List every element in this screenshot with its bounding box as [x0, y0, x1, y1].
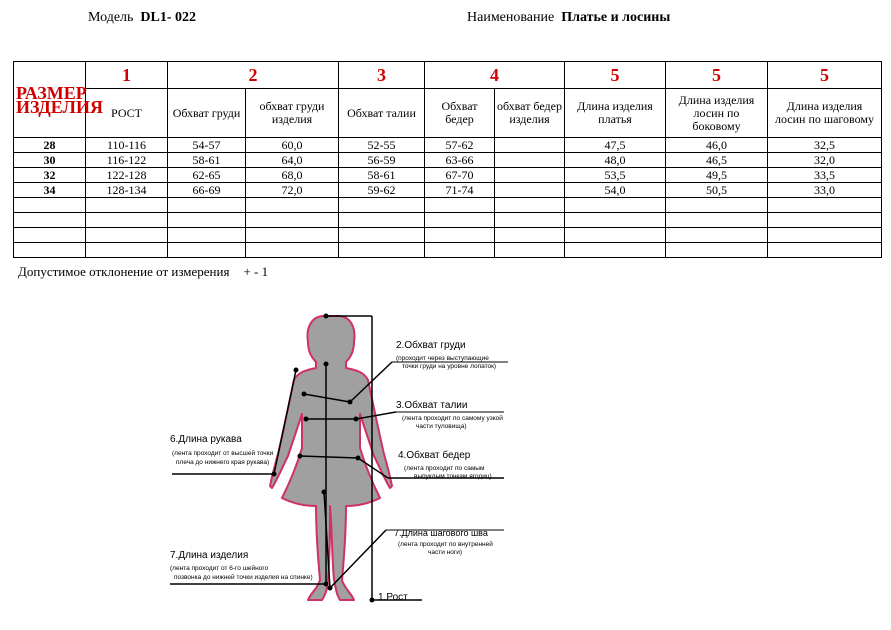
bust-title: 2.Обхват груди — [396, 340, 466, 351]
size-cell: 32 — [14, 168, 86, 183]
height-title: 1.Рост — [378, 592, 408, 603]
column-header: обхват бедер изделия — [495, 89, 565, 138]
waist-title: 3.Обхват талии — [396, 400, 468, 411]
table-cell: 67-70 — [425, 168, 495, 183]
waist-note: части туловища) — [416, 423, 467, 430]
model-header — [88, 10, 196, 26]
table-cell: 33,5 — [768, 168, 882, 183]
table-cell: 47,5 — [565, 138, 666, 153]
size-cell: 28 — [14, 138, 86, 153]
table-cell: 46,5 — [666, 153, 768, 168]
table-cell: 122-128 — [86, 168, 168, 183]
column-header: Длина изделия платья — [565, 89, 666, 138]
bust-note: точки груди на уровне лопаток) — [402, 363, 497, 370]
inseam-note: (лента проходит по внутренней — [398, 541, 493, 548]
empty-row — [14, 228, 882, 243]
razmer-header: РАЗМЕР ИЗДЕЛИЯ — [14, 62, 86, 138]
length-title: 7.Длина изделия — [170, 550, 249, 561]
table-row — [14, 138, 882, 153]
column-header: обхват груди изделия — [246, 89, 339, 138]
column-header: Обхват талии — [339, 89, 425, 138]
table-cell: 64,0 — [246, 153, 339, 168]
table-cell: 33,0 — [768, 183, 882, 198]
inseam-note: части ноги) — [428, 549, 463, 556]
table-cell: 46,0 — [666, 138, 768, 153]
length-note: (лента проходит от 6-го шейного — [170, 565, 269, 572]
table-cell: 54,0 — [565, 183, 666, 198]
tolerance-value: + - 1 — [243, 264, 269, 279]
table-cell: 48,0 — [565, 153, 666, 168]
hips-note: (лента проходит по самым — [404, 465, 485, 472]
table-cell: 68,0 — [246, 168, 339, 183]
table-cell: 116-122 — [86, 153, 168, 168]
tolerance-label: Допустимое отклонение от измерения — [18, 264, 230, 279]
table-cell: 54-57 — [168, 138, 246, 153]
size-cell: 30 — [14, 153, 86, 168]
bust-note: (проходит через выступающие — [396, 355, 489, 362]
sleeve-note: плеча до нижнего края рукава) — [176, 459, 270, 466]
table-cell: 71-74 — [425, 183, 495, 198]
model-label: Модель — [88, 10, 134, 25]
table-cell — [495, 153, 565, 168]
inseam-title: 7.Длина шагового шва — [394, 528, 488, 538]
table-cell: 110-116 — [86, 138, 168, 153]
empty-row — [14, 213, 882, 228]
table-cell: 66-69 — [168, 183, 246, 198]
group-number: 5 — [565, 62, 666, 89]
group-number: 1 — [86, 62, 168, 89]
table-cell: 52-55 — [339, 138, 425, 153]
column-header: Длина изделия лосин по шаговому — [768, 89, 882, 138]
table-row — [14, 183, 882, 198]
name-header — [467, 10, 670, 26]
name-label: Наименование — [467, 10, 555, 25]
table-cell: 72,0 — [246, 183, 339, 198]
waist-note: (лента проходит по самому узкой — [402, 415, 503, 422]
measurement-figure — [160, 308, 520, 608]
size-cell: 34 — [14, 183, 86, 198]
group-number: 5 — [666, 62, 768, 89]
model-value: DL1- 022 — [140, 10, 197, 25]
hips-title: 4.Обхват бедер — [398, 450, 471, 461]
size-table — [13, 61, 882, 258]
table-cell: 128-134 — [86, 183, 168, 198]
tolerance-note — [18, 264, 268, 280]
group-number: 5 — [768, 62, 882, 89]
body-silhouette — [270, 316, 392, 600]
table-cell: 60,0 — [246, 138, 339, 153]
sleeve-title: 6.Длина рукава — [170, 434, 242, 445]
table-cell: 32,5 — [768, 138, 882, 153]
column-header: РОСТ — [86, 89, 168, 138]
column-header: Обхват бедер — [425, 89, 495, 138]
table-row — [14, 153, 882, 168]
table-cell: 58-61 — [168, 153, 246, 168]
table-cell: 53,5 — [565, 168, 666, 183]
name-value: Платье и лосины — [561, 10, 671, 25]
group-number: 2 — [168, 62, 339, 89]
group-number: 4 — [425, 62, 565, 89]
table-cell: 49,5 — [666, 168, 768, 183]
table-cell — [495, 138, 565, 153]
table-cell: 50,5 — [666, 183, 768, 198]
table-cell: 32,0 — [768, 153, 882, 168]
table-cell: 62-65 — [168, 168, 246, 183]
group-number: 3 — [339, 62, 425, 89]
empty-row — [14, 243, 882, 258]
length-note: позвонка до нижней точки изделия на спинке) — [174, 574, 313, 581]
table-cell — [495, 168, 565, 183]
table-row — [14, 168, 882, 183]
sleeve-note: (лента проходит от высшей точки — [172, 450, 274, 457]
table-cell: 58-61 — [339, 168, 425, 183]
table-cell: 56-59 — [339, 153, 425, 168]
empty-row — [14, 198, 882, 213]
table-cell: 57-62 — [425, 138, 495, 153]
column-header: Обхват груди — [168, 89, 246, 138]
column-header: Длина изделия лосин по боковому — [666, 89, 768, 138]
hips-note: выпуклым точкам ягодиц) — [414, 473, 492, 480]
table-cell: 63-66 — [425, 153, 495, 168]
table-cell: 59-62 — [339, 183, 425, 198]
table-cell — [495, 183, 565, 198]
